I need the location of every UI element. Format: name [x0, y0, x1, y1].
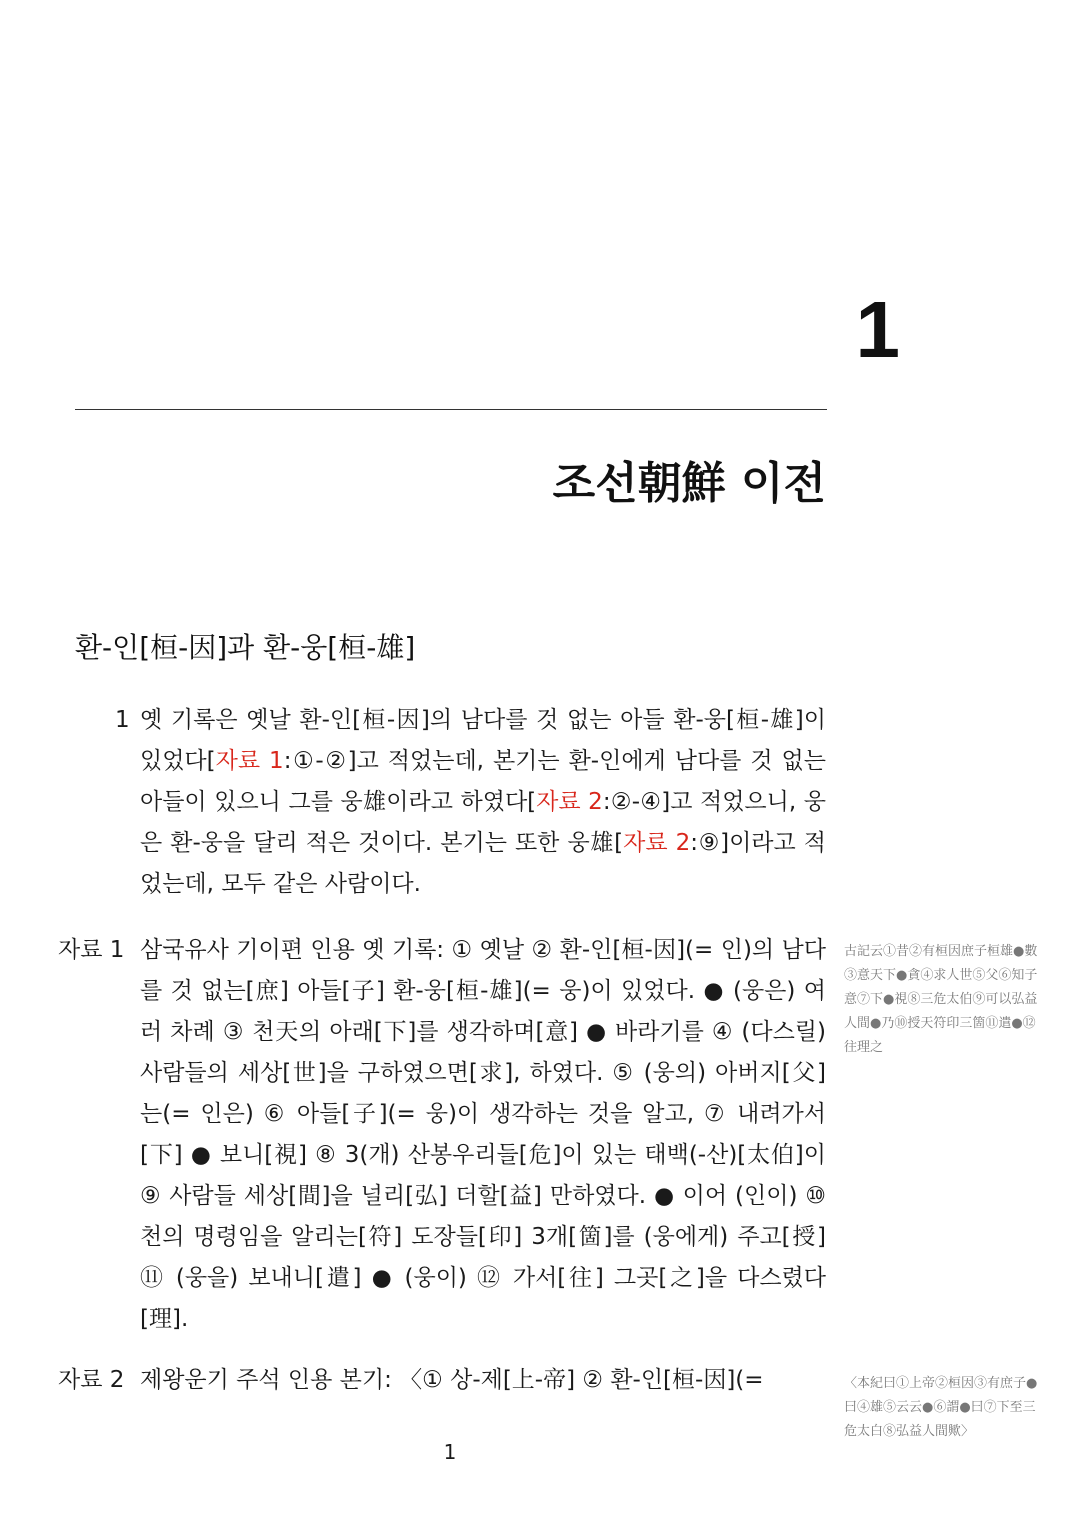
chapter-title: 조선朝鮮 이전: [552, 458, 826, 509]
source-label: 자료 2: [58, 1367, 125, 1393]
source-label: 자료 1: [58, 937, 125, 963]
paragraph-text: :⑨]이라고 적었는데, 모두 같은 사람이다.: [140, 830, 826, 897]
source-original-note: 〈本紀曰①上帝②桓因③有庶子●曰④雄⑤云云●⑥謂●曰⑦下至三危太白⑧弘益人間歟〉: [844, 1376, 1038, 1439]
paragraph-body: [140, 700, 826, 905]
source-reference-link[interactable]: 자료 1: [215, 748, 284, 774]
page-number: 1: [443, 1440, 457, 1464]
source-text: 제왕운기 주석 인용 본기: 〈① 상-제[上-帝] ② 환-인[桓-因](=: [140, 1367, 764, 1393]
source-reference-link[interactable]: 자료 2: [536, 789, 603, 815]
chapter-divider: [75, 409, 827, 410]
paragraph-text: :②-④]고 적었으니, 웅은 환-웅을 달리 적은 것이다. 본기는 또한 웅雄[: [140, 789, 826, 856]
chapter-number: 1: [855, 285, 900, 374]
paragraph-text: :①-②]고 적었는데, 본기는 환-인에게 남다를 것 없는 아들이 있으니 그를 웅雄이라고 하였다[: [140, 748, 826, 815]
section-title: 환-인[桓-因]과 환-웅[桓-雄]: [75, 631, 416, 664]
paragraph-text: 옛 기록은 옛날 환-인[桓-因]의 남다를 것 없는 아들 환-웅[桓-雄]이 있었다[: [140, 707, 826, 774]
source-original-note: 古記云①昔②有桓因庶子桓雄●數③意天下●貪④求人世⑤父⑥知子意⑦下●視⑧三危太伯⑨可以弘益人間●乃⑩授天符印三箇⑪遣●⑫往理之: [844, 944, 1038, 1055]
paragraph-number: 1: [115, 707, 130, 733]
source-reference-link[interactable]: 자료 2: [623, 830, 691, 856]
source-text: 삼국유사 기이편 인용 옛 기록: ① 옛날 ② 환-인[桓-因](= 인)의 남다를 것 없는[庶] 아들[子] 환-웅[桓-雄](= 웅)이 있었다. ● (웅은) 여러 차례 ③ 천天의 아래[下]를 생각하며[意] ● 바라기를 ④ (다스릴) 사람들의 세상[世]을 구하였으면[求], 하였다. ⑤ (웅의) 아버지[父]는(= 인은) ⑥ 아들[子](= 웅)이 생각하는 것을 알고, ⑦ 내려가서[下] ● 보니[視] ⑧ 3(개) 산봉우리들[危]이 있는 태백(-산)[太伯]이 ⑨ 사람들 세상[間]을 널리[弘] 더할[益] 만하였다. ● 이어 (인이) ⑩ 천의 명령임을 알리는[符] 도장들[印] 3개[箇]를 (웅에게) 주고[授] ⑪ (웅을) 보내니[遣] ● (웅이) ⑫ 가서[往] 그곳[之]을 다스렸다[理].: [140, 937, 826, 1332]
